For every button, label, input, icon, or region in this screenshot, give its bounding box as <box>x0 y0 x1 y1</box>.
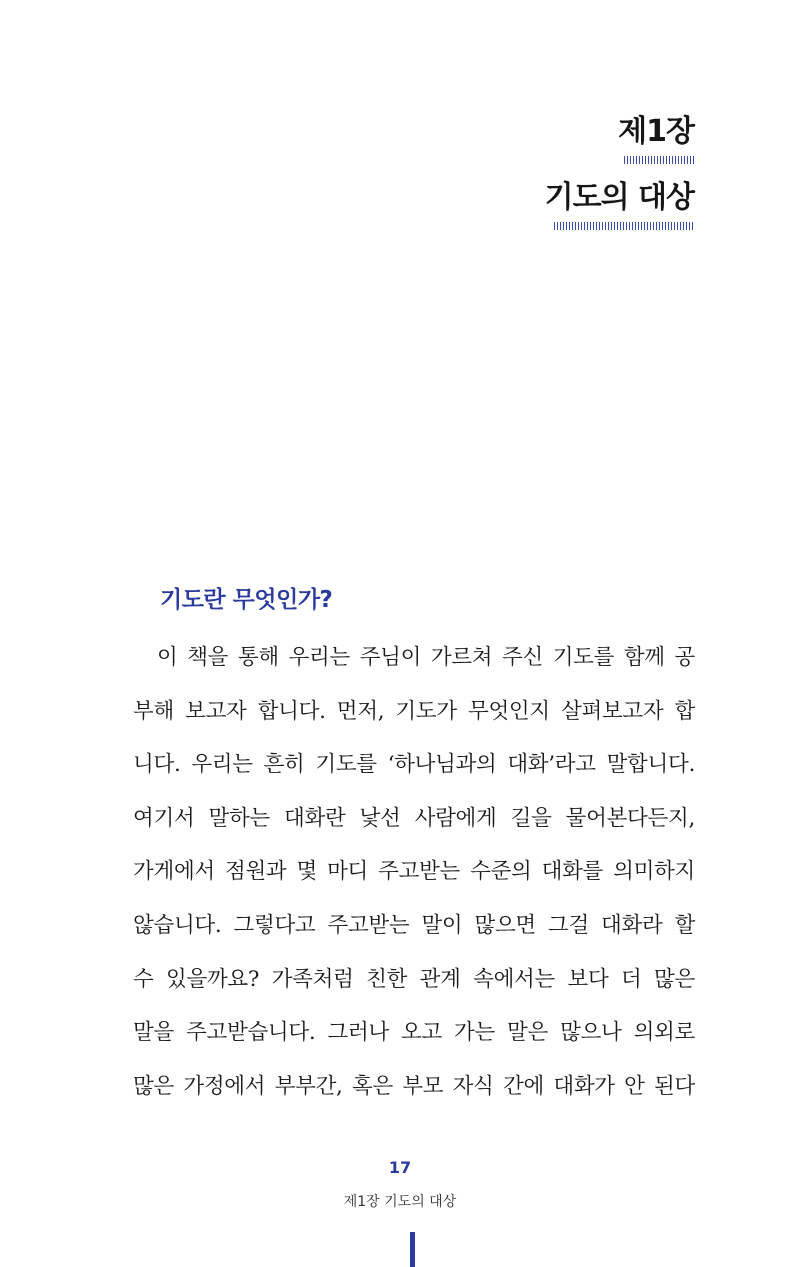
footer-accent-bar <box>410 1232 415 1267</box>
chapter-number-underline <box>624 156 694 164</box>
body-line: 않습니다. 그렇다고 주고받는 말이 많으면 그걸 대화라 할 <box>133 912 695 938</box>
chapter-title: 기도의 대상 <box>544 180 694 215</box>
body-line: 이 책을 통해 우리는 주님이 가르쳐 주신 기도를 함께 공 <box>157 645 695 670</box>
body-line: 여기서 말하는 대화란 낯선 사람에게 길을 물어본다든지, <box>133 805 695 831</box>
section-heading: 기도란 무엇인가? <box>160 587 333 613</box>
body-paragraph <box>133 631 695 1113</box>
chapter-number: 제1장 <box>618 114 694 149</box>
body-line: 니다. 우리는 흔히 기도를 ‘하나님과의 대화’라고 말합니다. <box>133 752 695 778</box>
body-line: 부해 보고자 합니다. 먼저, 기도가 무엇인지 살펴보고자 합 <box>133 698 695 724</box>
running-footer-title: 제1장 기도의 대상 <box>343 1194 457 1210</box>
chapter-header <box>545 112 694 230</box>
body-line: 말을 주고받습니다. 그러나 오고 가는 말은 많으나 의외로 <box>133 1020 695 1046</box>
body-line: 많은 가정에서 부부간, 혹은 부모 자식 간에 대화가 안 된다 <box>133 1073 695 1099</box>
body-line: 가게에서 점원과 몇 마디 주고받는 수준의 대화를 의미하지 <box>133 859 695 885</box>
body-line: 수 있을까요? 가족처럼 친한 관계 속에서는 보다 더 많은 <box>133 966 695 992</box>
page-number: 17 <box>388 1158 412 1177</box>
chapter-title-underline <box>554 222 694 230</box>
